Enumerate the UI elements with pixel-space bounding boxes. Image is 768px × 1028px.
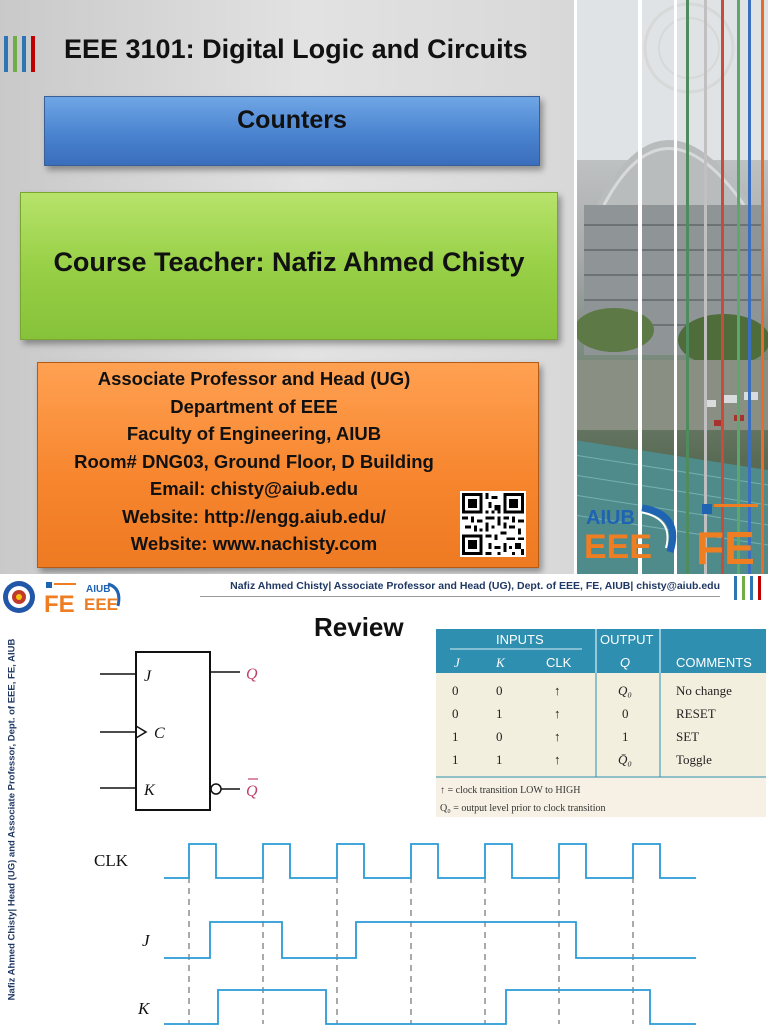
- row1-j: 0: [452, 683, 459, 698]
- row2-k: 1: [496, 706, 503, 721]
- website-line-1[interactable]: Website: http://engg.aiub.edu/: [122, 505, 386, 527]
- university-seal-icon: [2, 580, 36, 614]
- note-q0-definition: Q₀ = output level prior to clock transition: [440, 803, 606, 814]
- row3-clk: ↑: [554, 729, 561, 744]
- review-slide: [0, 574, 768, 1024]
- fe-logo-icon: [696, 498, 768, 574]
- row3-k: 0: [496, 729, 503, 744]
- department-line: Department of EEE: [170, 395, 338, 417]
- row1-q: Q₀: [618, 683, 632, 698]
- timing-diagram: [94, 836, 708, 1024]
- website-line-2[interactable]: Website: www.nachisty.com: [130, 533, 378, 554]
- inputs-group-header: INPUTS: [496, 632, 544, 647]
- row4-q: Q̄₀: [618, 752, 632, 767]
- row3-comment: SET: [676, 729, 700, 744]
- slide-title: Review: [314, 612, 404, 642]
- header-divider: [200, 596, 720, 597]
- row4-k: 1: [496, 752, 503, 767]
- header-credit-text: Nafiz Ahmed Chisty| Associate Professor and Head (UG), Dept. of EEE, FE, AIUB| chisty@aiub.edu: [230, 580, 720, 592]
- header-q: Q: [620, 655, 631, 670]
- topic-box: [44, 96, 540, 166]
- input-c-label: C: [154, 725, 165, 742]
- logo-fe-text: FE: [696, 522, 755, 574]
- header-comments: COMMENTS: [676, 655, 752, 670]
- row2-comment: RESET: [676, 706, 716, 721]
- header-k: K: [496, 655, 505, 670]
- logo-eee-text: EEE: [584, 528, 653, 566]
- side-credit-text: Nafiz Ahmed Chisty| Head (UG) and Associate Professor, Dept. of EEE, FE, AIUB: [6, 638, 18, 1001]
- email-line[interactable]: Email: chisty@aiub.edu: [149, 478, 359, 499]
- row1-clk: ↑: [554, 683, 561, 698]
- color-bars-small-icon: [734, 576, 768, 602]
- small-fe-text: FE: [44, 591, 75, 618]
- row2-j: 0: [452, 706, 459, 721]
- row1-comment: No change: [676, 683, 732, 698]
- aiub-eee-logo-icon: [582, 500, 686, 566]
- header-j: J: [454, 655, 460, 670]
- input-k-label: K: [144, 782, 155, 799]
- row4-comment: Toggle: [676, 752, 712, 767]
- logo-aiub-text: AIUB: [586, 507, 635, 529]
- output-qbar-label: Q: [246, 783, 258, 800]
- output-q-label: Q: [246, 666, 258, 683]
- row4-clk: ↑: [554, 752, 561, 767]
- faculty-line: Faculty of Engineering, AIUB: [126, 423, 382, 444]
- qr-code-icon: [460, 491, 526, 557]
- row2-q: 0: [622, 706, 629, 721]
- small-eee-text: EEE: [84, 595, 119, 614]
- teacher-label: Course Teacher: Nafiz Ahmed Chisty: [53, 247, 525, 277]
- contact-box: [37, 362, 539, 568]
- teacher-box: [20, 192, 558, 340]
- campus-photo: [574, 0, 768, 574]
- small-aiub-text: AIUB: [86, 584, 111, 595]
- clk-waveform-label: CLK: [94, 851, 128, 870]
- course-title: EEE 3101: Digital Logic and Circuits: [64, 34, 528, 64]
- jk-flipflop-symbol: [100, 648, 280, 816]
- designation-line: Associate Professor and Head (UG): [97, 368, 411, 389]
- room-line: Room# DNG03, Ground Floor, D Building: [74, 450, 434, 472]
- row2-clk: ↑: [554, 706, 561, 721]
- output-group-header: OUTPUT: [600, 632, 654, 647]
- row3-q: 1: [622, 729, 629, 744]
- row3-j: 1: [452, 729, 459, 744]
- eee-small-logo-icon: [84, 580, 124, 614]
- topic-label: Counters: [237, 106, 347, 134]
- j-waveform-label: J: [142, 931, 150, 950]
- row1-k: 0: [496, 683, 503, 698]
- k-waveform-label: K: [138, 999, 150, 1018]
- truth-table: [436, 629, 766, 817]
- note-clock-transition: ↑ = clock transition LOW to HIGH: [440, 785, 581, 796]
- fe-small-logo-icon: [44, 580, 80, 618]
- input-j-label: J: [144, 668, 152, 685]
- row4-j: 1: [452, 752, 459, 767]
- header-clk: CLK: [546, 655, 572, 670]
- color-bars-icon: [4, 36, 44, 74]
